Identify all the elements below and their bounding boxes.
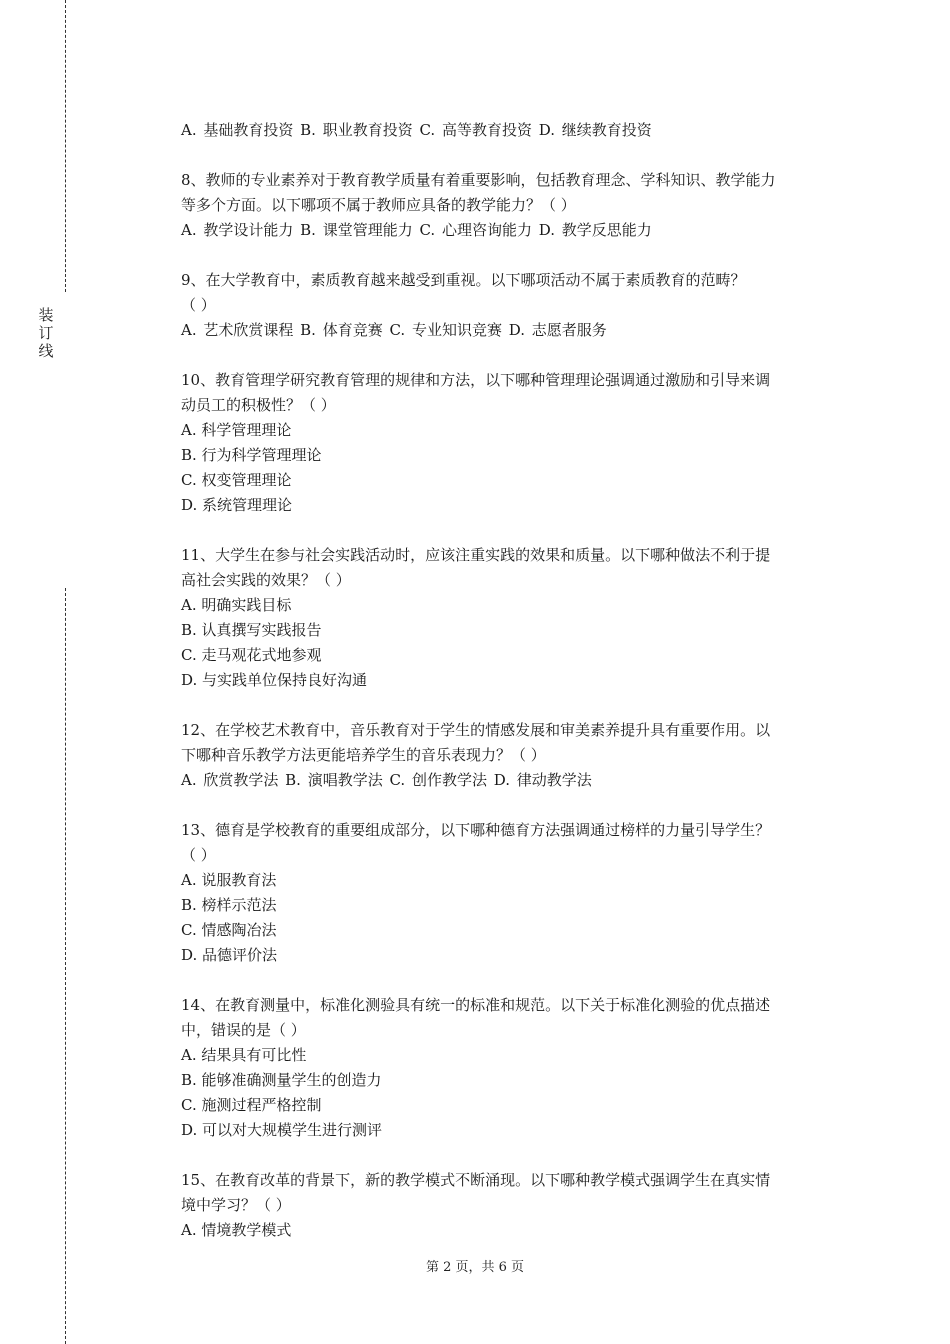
question-10-stem: 10、教育管理学研究教育管理的规律和方法，以下哪种管理理论强调通过激励和引导来调 (181, 371, 771, 389)
binding-char: 线 (38, 342, 54, 360)
question-7 (181, 118, 841, 143)
question-10-option-c: C. 权变管理理论 (181, 471, 292, 489)
question-13-option-c: C. 情感陶冶法 (181, 921, 277, 939)
question-8 (181, 168, 841, 243)
question-14-stem: 14、在教育测量中，标准化测验具有统一的标准和规范。以下关于标准化测验的优点描述 (181, 996, 771, 1014)
question-14-option-b: B. 能够准确测量学生的创造力 (181, 1071, 382, 1089)
question-9 (181, 268, 841, 343)
question-10-option-d: D. 系统管理理论 (181, 496, 293, 514)
question-list (181, 118, 841, 1243)
question-10 (181, 368, 841, 518)
question-10-option-a: A. 科学管理理论 (181, 421, 292, 439)
question-10-option-b: B. 行为科学管理理论 (181, 446, 322, 464)
question-15-stem-cont: 境中学习？（ ） (181, 1196, 291, 1214)
question-7-options: A. 基础教育投资 B. 职业教育投资 C. 高等教育投资 D. 继续教育投资 (181, 121, 652, 139)
question-14-option-d: D. 可以对大规模学生进行测评 (181, 1121, 383, 1139)
question-11-stem-cont: 高社会实践的效果？（ ） (181, 571, 351, 589)
binding-label (37, 306, 55, 360)
question-8-options: A. 教学设计能力 B. 课堂管理能力 C. 心理咨询能力 D. 教学反思能力 (181, 221, 652, 239)
question-14-option-a: A. 结果具有可比性 (181, 1046, 307, 1064)
question-13-option-a: A. 说服教育法 (181, 871, 277, 889)
question-13-option-d: D. 品德评价法 (181, 946, 278, 964)
question-11-stem: 11、大学生在参与社会实践活动时，应该注重实践的效果和质量。以下哪种做法不利于提 (181, 546, 771, 564)
question-13-stem: 13、德育是学校教育的重要组成部分，以下哪种德育方法强调通过榜样的力量引导学生？ (181, 821, 771, 839)
question-11-option-a: A. 明确实践目标 (181, 596, 292, 614)
question-14-option-c: C. 施测过程严格控制 (181, 1096, 322, 1114)
question-11-option-b: B. 认真撰写实践报告 (181, 621, 322, 639)
binding-char: 装 (38, 306, 54, 324)
question-13-option-b: B. 榜样示范法 (181, 896, 277, 914)
question-13 (181, 818, 841, 968)
binding-char: 订 (38, 324, 54, 342)
question-10-stem-cont: 动员工的积极性？（ ） (181, 396, 336, 414)
question-12 (181, 718, 841, 793)
question-11 (181, 543, 841, 693)
question-15 (181, 1168, 841, 1243)
question-15-stem: 15、在教育改革的背景下，新的教学模式不断涌现。以下哪种教学模式强调学生在真实情 (181, 1171, 771, 1189)
binding-line-bottom (65, 588, 66, 1344)
question-8-stem: 8、教师的专业素养对于教育教学质量有着重要影响，包括教育理念、学科知识、教学能力 (181, 171, 776, 189)
binding-line-top (65, 0, 66, 292)
question-9-stem-cont: （ ） (181, 296, 216, 314)
question-12-stem: 12、在学校艺术教育中，音乐教育对于学生的情感发展和审美素养提升具有重要作用。以 (181, 721, 771, 739)
question-9-stem: 9、在大学教育中，素质教育越来越受到重视。以下哪项活动不属于素质教育的范畴？ (181, 271, 746, 289)
page-number: 第 2 页，共 6 页 (425, 1260, 525, 1275)
question-8-stem-cont: 等多个方面。以下哪项不属于教师应具备的教学能力？（ ） (181, 196, 576, 214)
question-9-options: A. 艺术欣赏课程 B. 体育竞赛 C. 专业知识竞赛 D. 志愿者服务 (181, 321, 607, 339)
question-12-options: A. 欣赏教学法 B. 演唱教学法 C. 创作教学法 D. 律动教学法 (181, 771, 592, 789)
question-14 (181, 993, 841, 1143)
question-15-option-a: A. 情境教学模式 (181, 1221, 292, 1239)
question-12-stem-cont: 下哪种音乐教学方法更能培养学生的音乐表现力？（ ） (181, 746, 546, 764)
question-11-option-d: D. 与实践单位保持良好沟通 (181, 671, 368, 689)
question-13-stem-cont: （ ） (181, 846, 216, 864)
question-11-option-c: C. 走马观花式地参观 (181, 646, 322, 664)
question-14-stem-cont: 中，错误的是（ ） (181, 1021, 306, 1039)
